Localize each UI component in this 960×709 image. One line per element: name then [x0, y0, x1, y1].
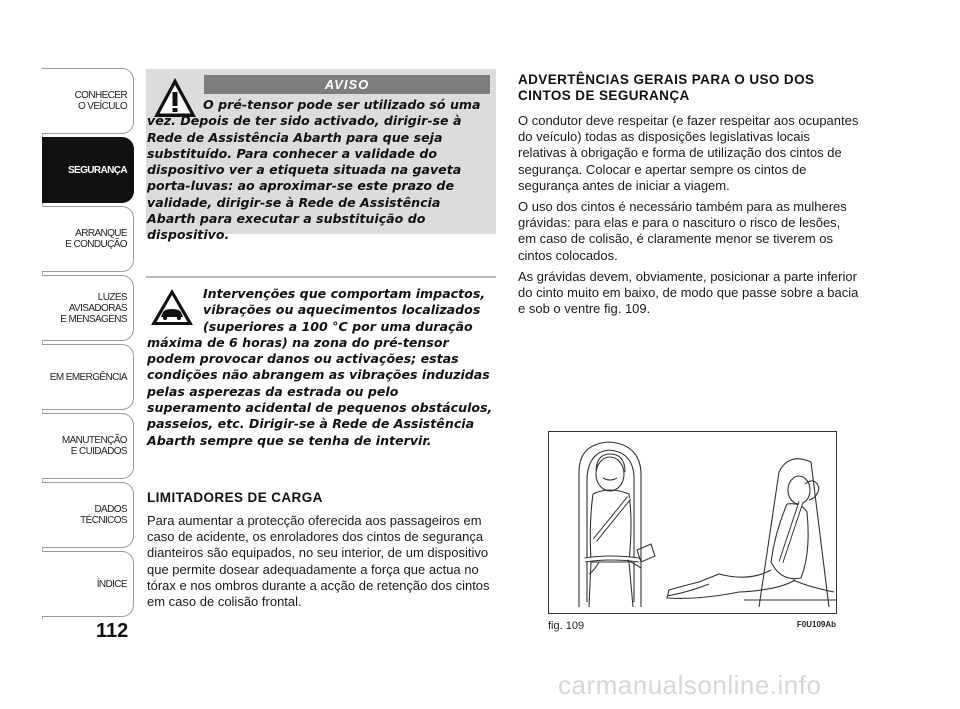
- aviso-text: O pré-tensor pode ser utilizado só uma vez. Depois de ter sido activado, dirigir-se à Rede de Assistência Abarth para que seja substituído. Para conhecer a validade do dispositivo ver a etiqueta situada na gaveta porta-luvas: ao aproximar-se este prazo de validade, dirigir-se à Rede de Assistência Abarth para executar a substituição do dispositivo.: [147, 97, 481, 243]
- watermark: carmanualsonline.info: [558, 670, 822, 700]
- tab-conhecer-o-veiculo[interactable]: CONHECER O VEÍCULO: [42, 68, 134, 134]
- figure-caption: fig. 109: [548, 620, 585, 632]
- limitadores-heading: LIMITADORES DE CARGA: [147, 490, 323, 505]
- tab-arranque-e-conducao[interactable]: ARRANQUE E CONDUÇÃO: [42, 206, 134, 272]
- advertencias-heading: ADVERTÊNCIAS GERAIS PARA O USO DOS CINTOS DE SEGURANÇA: [518, 72, 815, 103]
- note-rest: máxima de 6 horas) na zona do pré-tensor podem provocar danos ou activações; estas condições não abrangem as vibrações induzidas pelas asperezas da estrada ou pelo superamento acidental de pequenos obstáculos, passeios, etc. Dirigir-se à Rede de Assistência Abarth sempre que se tenha de intervir.: [147, 334, 493, 448]
- advertencias-body: [518, 113, 860, 322]
- tab-luzes-avisadoras[interactable]: LUZES AVISADORAS E MENSAGENS: [42, 275, 134, 341]
- figure-109: [548, 431, 837, 614]
- figure-code: F0U109Ab: [796, 620, 836, 629]
- page-number: 112: [96, 620, 129, 642]
- advertencias-paragraph: O condutor deve respeitar (e fazer respeitar aos ocupantes do veículo) todas as disposições legislativas locais relativas à obrigação e forma de utilização dos cintos de segurança. Colocar e apertar sempre os cintos de segurança antes de iniciar a viagem.: [518, 113, 859, 193]
- limitadores-body: Para aumentar a protecção oferecida aos passageiros em caso de acidente, os enroladores dos cintos de segurança dianteiros são equipados, no seu interior, de um dispositivo que permite dosear adequadamente a força que actua no tórax e nos ombros durante a acção de retenção dos cintos em caso de colisão frontal.: [147, 513, 490, 610]
- tab-seguranca[interactable]: SEGURANÇA: [42, 137, 134, 203]
- tab-em-emergencia[interactable]: EM EMERGÊNCIA: [42, 344, 134, 410]
- advertencias-paragraph: O uso dos cintos é necessário também para as mulheres grávidas: para elas e para o nascituro o risco de lesões, em caso de colisão, é claramente menor se tiverem os cintos colocados.: [518, 199, 847, 263]
- tab-indice[interactable]: ÍNDICE: [42, 551, 134, 617]
- advertencias-paragraph: As grávidas devem, obviamente, posicionar a parte inferior do cinto muito em baixo, de modo que passe sobre a bacia e sob o ventre fig. 109.: [518, 268, 859, 317]
- note-text: [147, 286, 495, 449]
- aviso-label: AVISO: [204, 75, 490, 94]
- note-divider: [146, 276, 496, 278]
- note-lead: Intervenções que comportam impactos, vibrações ou aquecimentos localizados (superiores a 100 °C por uma duração: [203, 286, 486, 334]
- seatbelt-illustration: [549, 432, 836, 613]
- tab-dados-tecnicos[interactable]: DADOS TÉCNICOS: [42, 482, 134, 548]
- tab-manutencao-e-cuidados[interactable]: MANUTENÇÃO E CUIDADOS: [42, 413, 134, 479]
